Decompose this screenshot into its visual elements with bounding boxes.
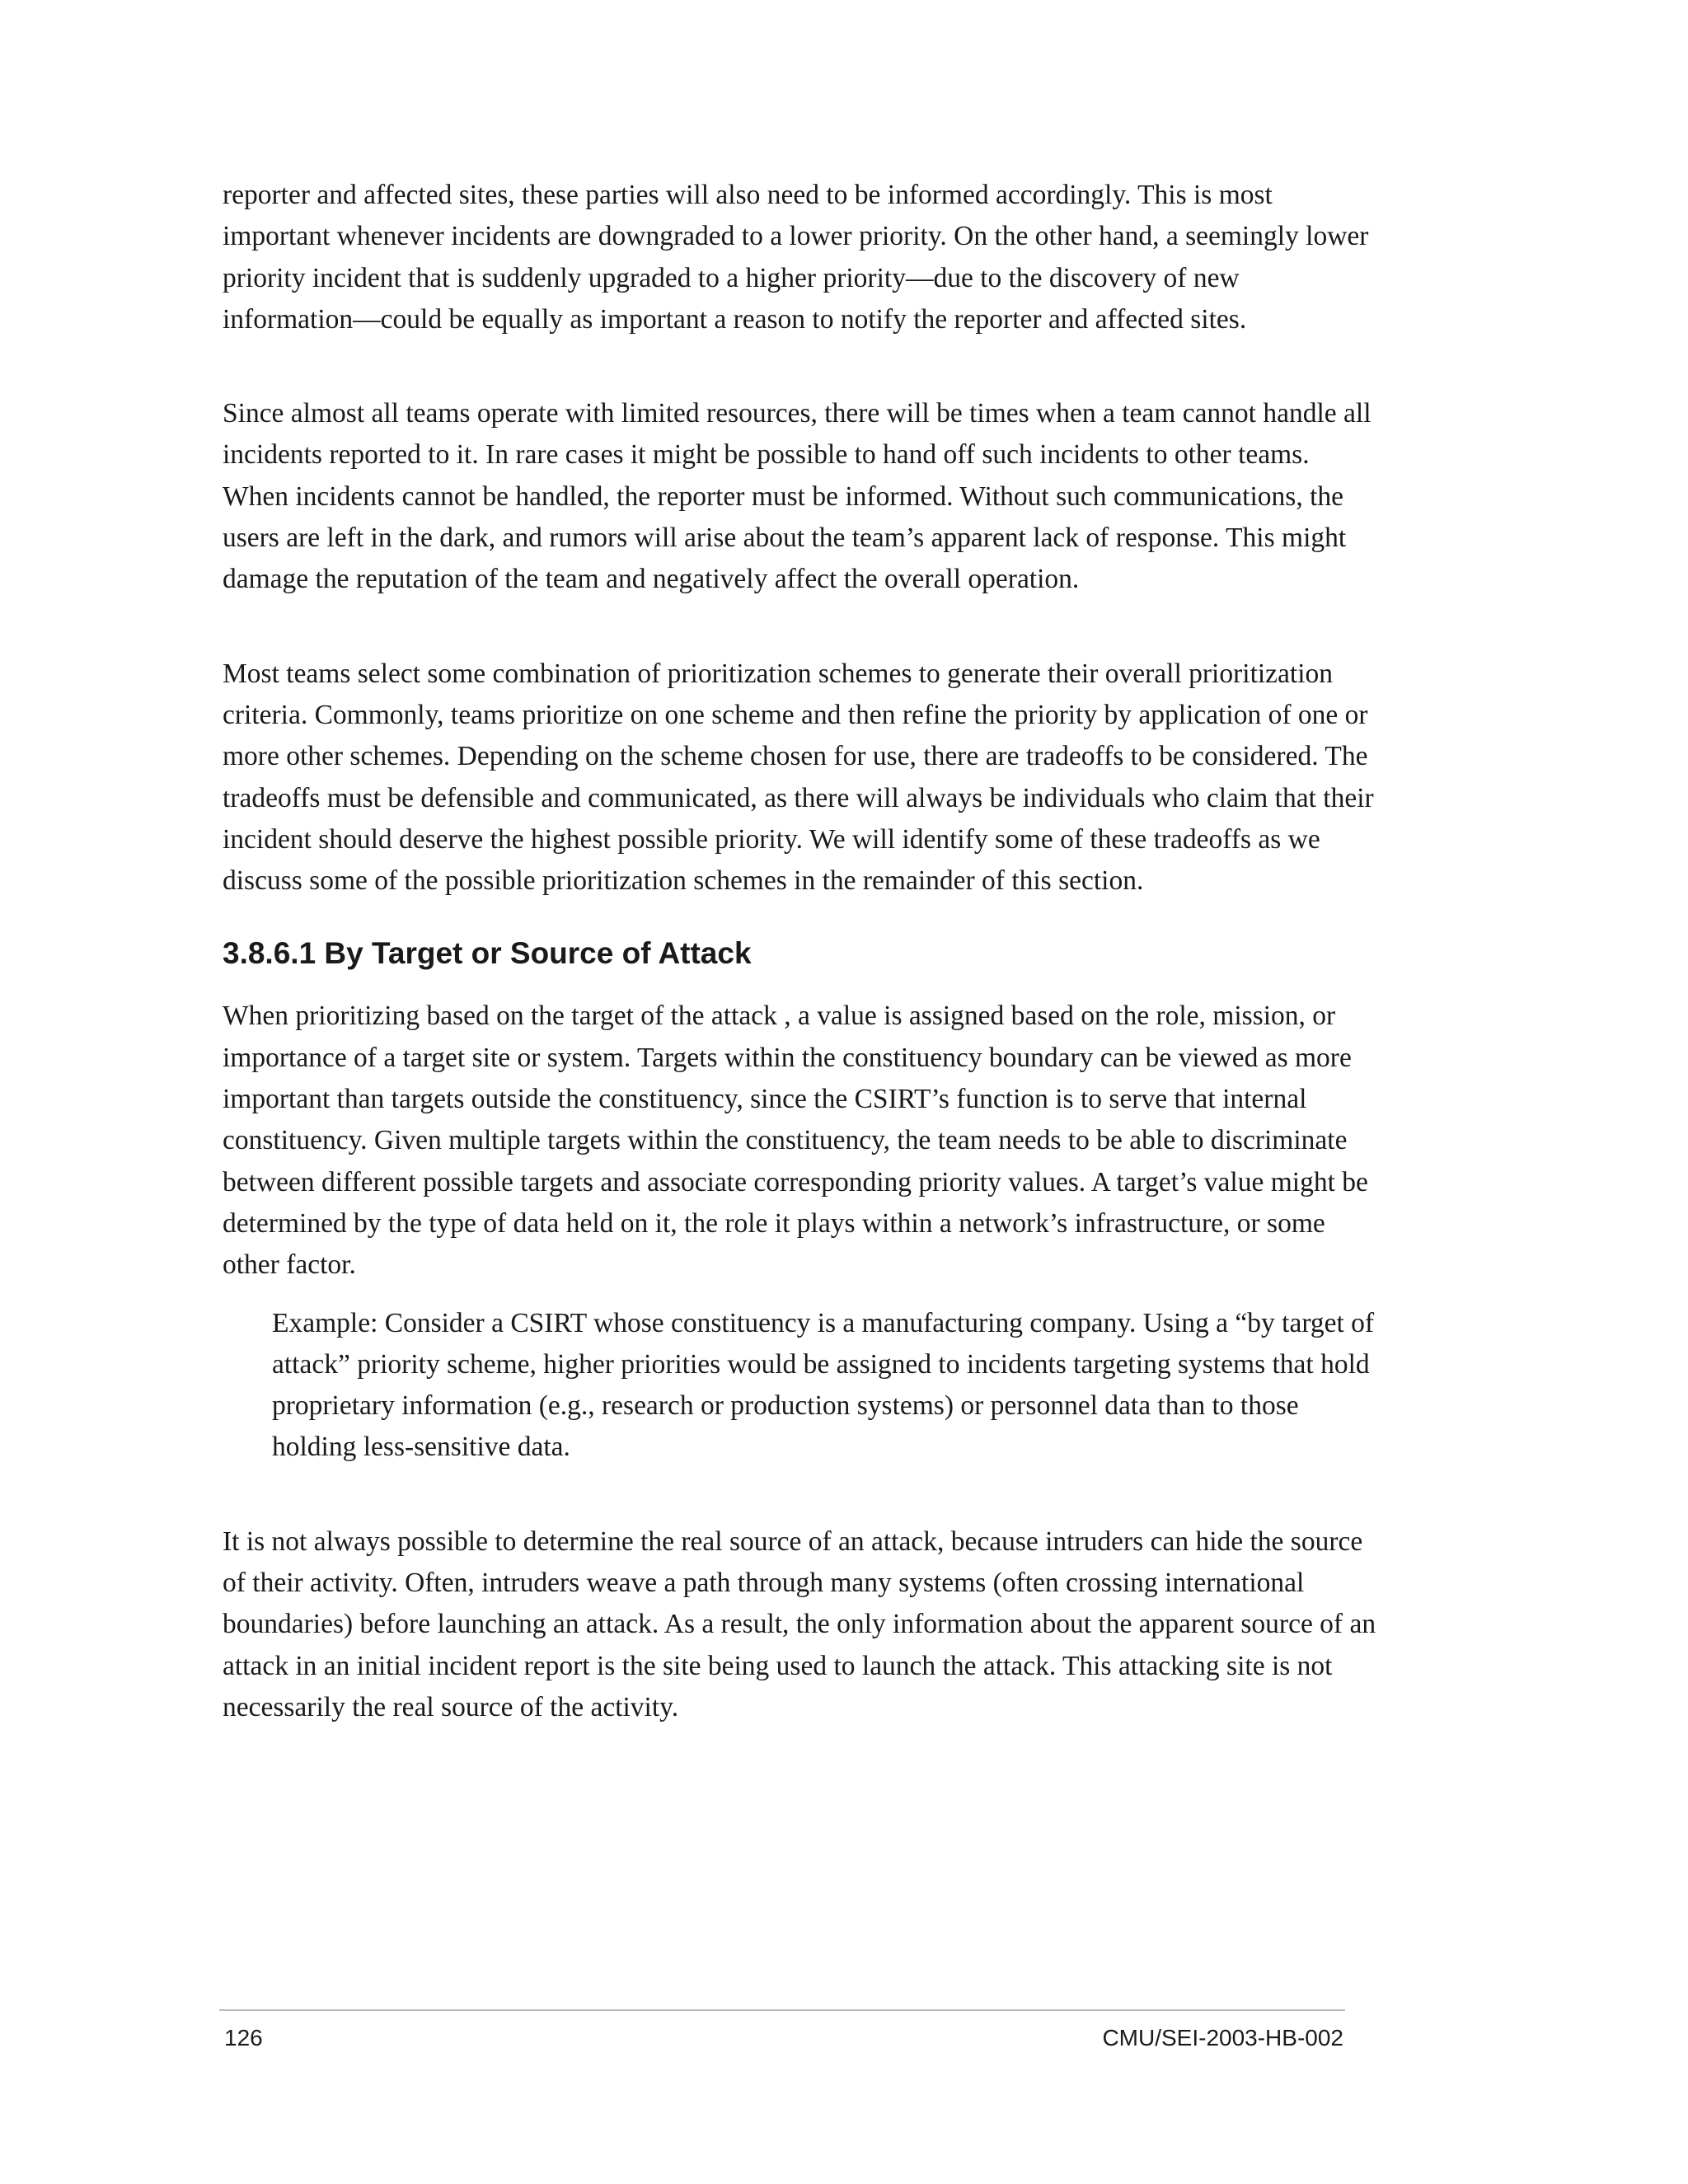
document-id: CMU/SEI-2003-HB-002	[1102, 2025, 1343, 2050]
paragraph-reporter-notification: reporter and affected sites, these parties will also need to be informed accordingly. This is most important whenever incidents are downgraded to a lower priority. On the other hand, a seemingly lower priority incident that is suddenly upgraded to a higher priority—due to the discovery of new information—could be equally as important a reason to notify the reporter and affected sites.	[223, 180, 1369, 335]
example-block: Example: Consider a CSIRT whose constituency is a manufacturing company. Using a “by target of attack” priority scheme, higher priorities would be assigned to incidents targeting systems that hold proprietary information (e.g., research or production systems) or personnel data than to those holding less-sensitive data.	[272, 1307, 1375, 1463]
paragraph-limited-resources: Since almost all teams operate with limited resources, there will be times when a team cannot handle all incidents reported to it. In rare cases it might be possible to hand off such incidents to other teams. When incidents cannot be handled, the reporter must be informed. Without such communications, the users are left in the dark, and rumors will arise about the team’s apparent lack of response. This might damage the reputation of the team and negatively affect the overall operation.	[223, 398, 1372, 595]
paragraph-target-of-attack: When prioritizing based on the target of the attack , a value is assigned based on the role, mission, or importance of a target site or system. Targets within the constituency boundary can be viewed as more important than targets outside the constituency, since the CSIRT’s function is to serve that internal constituency. Given multiple targets within the constituency, the team needs to be able to discriminate between different possible targets and associate corresponding priority values. A target’s value might be determined by the type of data held on it, the role it plays within a network’s infrastructure, or some other factor.	[223, 1001, 1368, 1281]
paragraph-source-of-attack: It is not always possible to determine the real source of an attack, because intruders can hide the source of their activity. Often, intruders weave a path through many systems (often crossing international boundaries) before launching an attack. As a result, the only information about the apparent source of an attack in an initial incident report is the site being used to launch the attack. This attacking site is not necessarily the real source of the activity.	[223, 1526, 1376, 1722]
page-number: 126	[224, 2025, 263, 2050]
footer-divider	[219, 2009, 1345, 2011]
page-body	[223, 175, 1376, 1728]
paragraph-prioritization-schemes: Most teams select some combination of prioritization schemes to generate their overall prioritization criteria. Commonly, teams prioritize on one scheme and then refine the priority by application of one or more other schemes. Depending on the scheme chosen for use, there are tradeoffs to be considered. The tradeoffs must be defensible and communicated, as there will always be individuals who claim that their incident should deserve the highest possible priority. We will identify some of these tradeoffs as we discuss some of the possible prioritization schemes in the remainder of this section.	[223, 658, 1374, 897]
section-heading: 3.8.6.1 By Target or Source of Attack	[223, 936, 752, 971]
